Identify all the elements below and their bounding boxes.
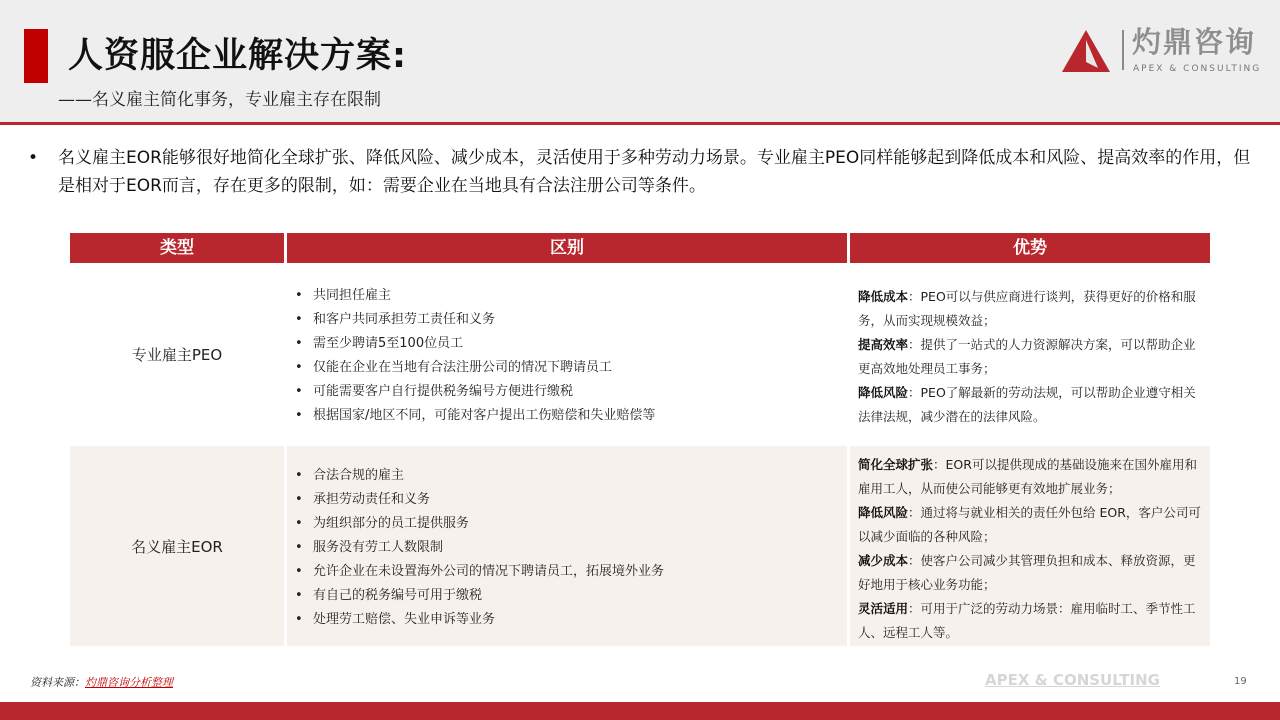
advantage-key: 降低风险 xyxy=(858,385,909,400)
page-title: 人资服企业解决方案: xyxy=(68,36,407,76)
advantage-text: ：PEO可以与供应商进行谈判，获得更好的价格和服务，从而实现规模效益； xyxy=(858,289,1196,328)
advantage-item xyxy=(858,333,1202,381)
advantage-item xyxy=(858,597,1202,645)
list-item: • 仅能在企业在当地有合法注册公司的情况下聘请员工 xyxy=(293,356,847,380)
advantage-item xyxy=(858,501,1202,549)
advantage-text: ：可用于广泛的劳动力场景：雇用临时工、季节性工人、远程工人等。 xyxy=(858,601,1196,640)
advantage-key: 提高效率 xyxy=(858,337,909,352)
list-item: • 和客户共同承担劳工责任和义务 xyxy=(293,308,847,332)
list-item: • 承担劳动责任和义务 xyxy=(293,488,847,512)
table-row-peo-diffs xyxy=(287,265,847,443)
list-item: • 可能需要客户自行提供税务编号方便进行缴税 xyxy=(293,380,847,404)
triangle-logo-icon xyxy=(1060,28,1112,74)
advantage-text: ：使客户公司减少其管理负担和成本、释放资源，更好地用于核心业务功能； xyxy=(858,553,1196,592)
advantage-text: ：提供了一站式的人力资源解决方案，可以帮助企业更高效地处理员工事务； xyxy=(858,337,1196,376)
difference-list xyxy=(293,284,847,428)
table-row-peo-type: 专业雇主PEO xyxy=(131,345,223,364)
advantage-text: ：EOR可以提供现成的基础设施来在国外雇用和雇用工人，从而使公司能够更有效地扩展业务； xyxy=(858,457,1197,496)
slide-header xyxy=(0,0,1280,122)
company-logo xyxy=(1060,26,1270,80)
list-item: • 需至少聘请5至100位员工 xyxy=(293,332,847,356)
table-row-eor-advantages xyxy=(850,446,1210,646)
advantage-key: 灵活适用 xyxy=(858,601,909,616)
logo-separator xyxy=(1122,30,1124,70)
list-item: • 为组织部分的员工提供服务 xyxy=(293,512,847,536)
advantage-item xyxy=(858,549,1202,597)
source-link[interactable]: 灼鼎咨询分析整理 xyxy=(85,676,173,689)
advantage-text: ：通过将与就业相关的责任外包给 EOR，客户公司可以减少面临的各种风险； xyxy=(858,505,1201,544)
logo-chinese-name: 灼鼎咨询 xyxy=(1132,25,1257,59)
advantage-text: ：PEO了解最新的劳动法规，可以帮助企业遵守相关法律法规，减少潜在的法律风险。 xyxy=(858,385,1196,424)
source-label: 资料来源： xyxy=(30,676,85,689)
advantage-key: 降低风险 xyxy=(858,505,909,520)
footer-bar xyxy=(0,702,1280,720)
list-item: • 根据国家/地区不同，可能对客户提出工伤赔偿和失业赔偿等 xyxy=(293,404,847,428)
page-subtitle: ——名义雇主简化事务，专业雇主存在限制 xyxy=(58,90,381,110)
title-accent-bar xyxy=(24,29,48,83)
page-number: 19 xyxy=(1234,676,1247,687)
header-cell-advantage: 优势 xyxy=(850,233,1210,263)
advantage-item xyxy=(858,453,1202,501)
logo-english-name: APEX & CONSULTING xyxy=(1133,64,1262,74)
list-item: • 合法合规的雇主 xyxy=(293,464,847,488)
list-item: • 共同担任雇主 xyxy=(293,284,847,308)
advantage-key: 降低成本 xyxy=(858,289,909,304)
intro-text: 名义雇主EOR能够很好地简化全球扩张、降低风险、减少成本，灵活使用于多种劳动力场景。专业雇主PEO同样能够起到降低成本和风险、提高效率的作用，但是相对于EOR而言，存在更多的限制，如：需要企业在当地具有合法注册公司等条件。 xyxy=(58,148,1251,196)
header-cell-type: 类型 xyxy=(70,233,284,263)
advantage-key: 减少成本 xyxy=(858,553,909,568)
footer-brand: APEX & CONSULTING xyxy=(985,671,1160,689)
advantage-item xyxy=(858,381,1202,429)
list-item: • 允许企业在未设置海外公司的情况下聘请员工，拓展境外业务 xyxy=(293,560,847,584)
list-item: • 处理劳工赔偿、失业申诉等业务 xyxy=(293,608,847,632)
advantage-key: 简化全球扩张 xyxy=(858,457,934,472)
difference-list xyxy=(293,464,847,632)
header-divider xyxy=(0,122,1280,125)
source-note xyxy=(30,674,173,690)
bullet-icon: • xyxy=(28,148,39,168)
list-item: • 服务没有劳工人数限制 xyxy=(293,536,847,560)
table-row-eor-type: 名义雇主EOR xyxy=(70,446,284,646)
header-cell-difference: 区别 xyxy=(287,233,847,263)
table-row-peo-advantages xyxy=(850,265,1210,443)
list-item: • 有自己的税务编号可用于缴税 xyxy=(293,584,847,608)
table-row-eor-diffs xyxy=(287,446,847,646)
advantage-item xyxy=(858,285,1202,333)
